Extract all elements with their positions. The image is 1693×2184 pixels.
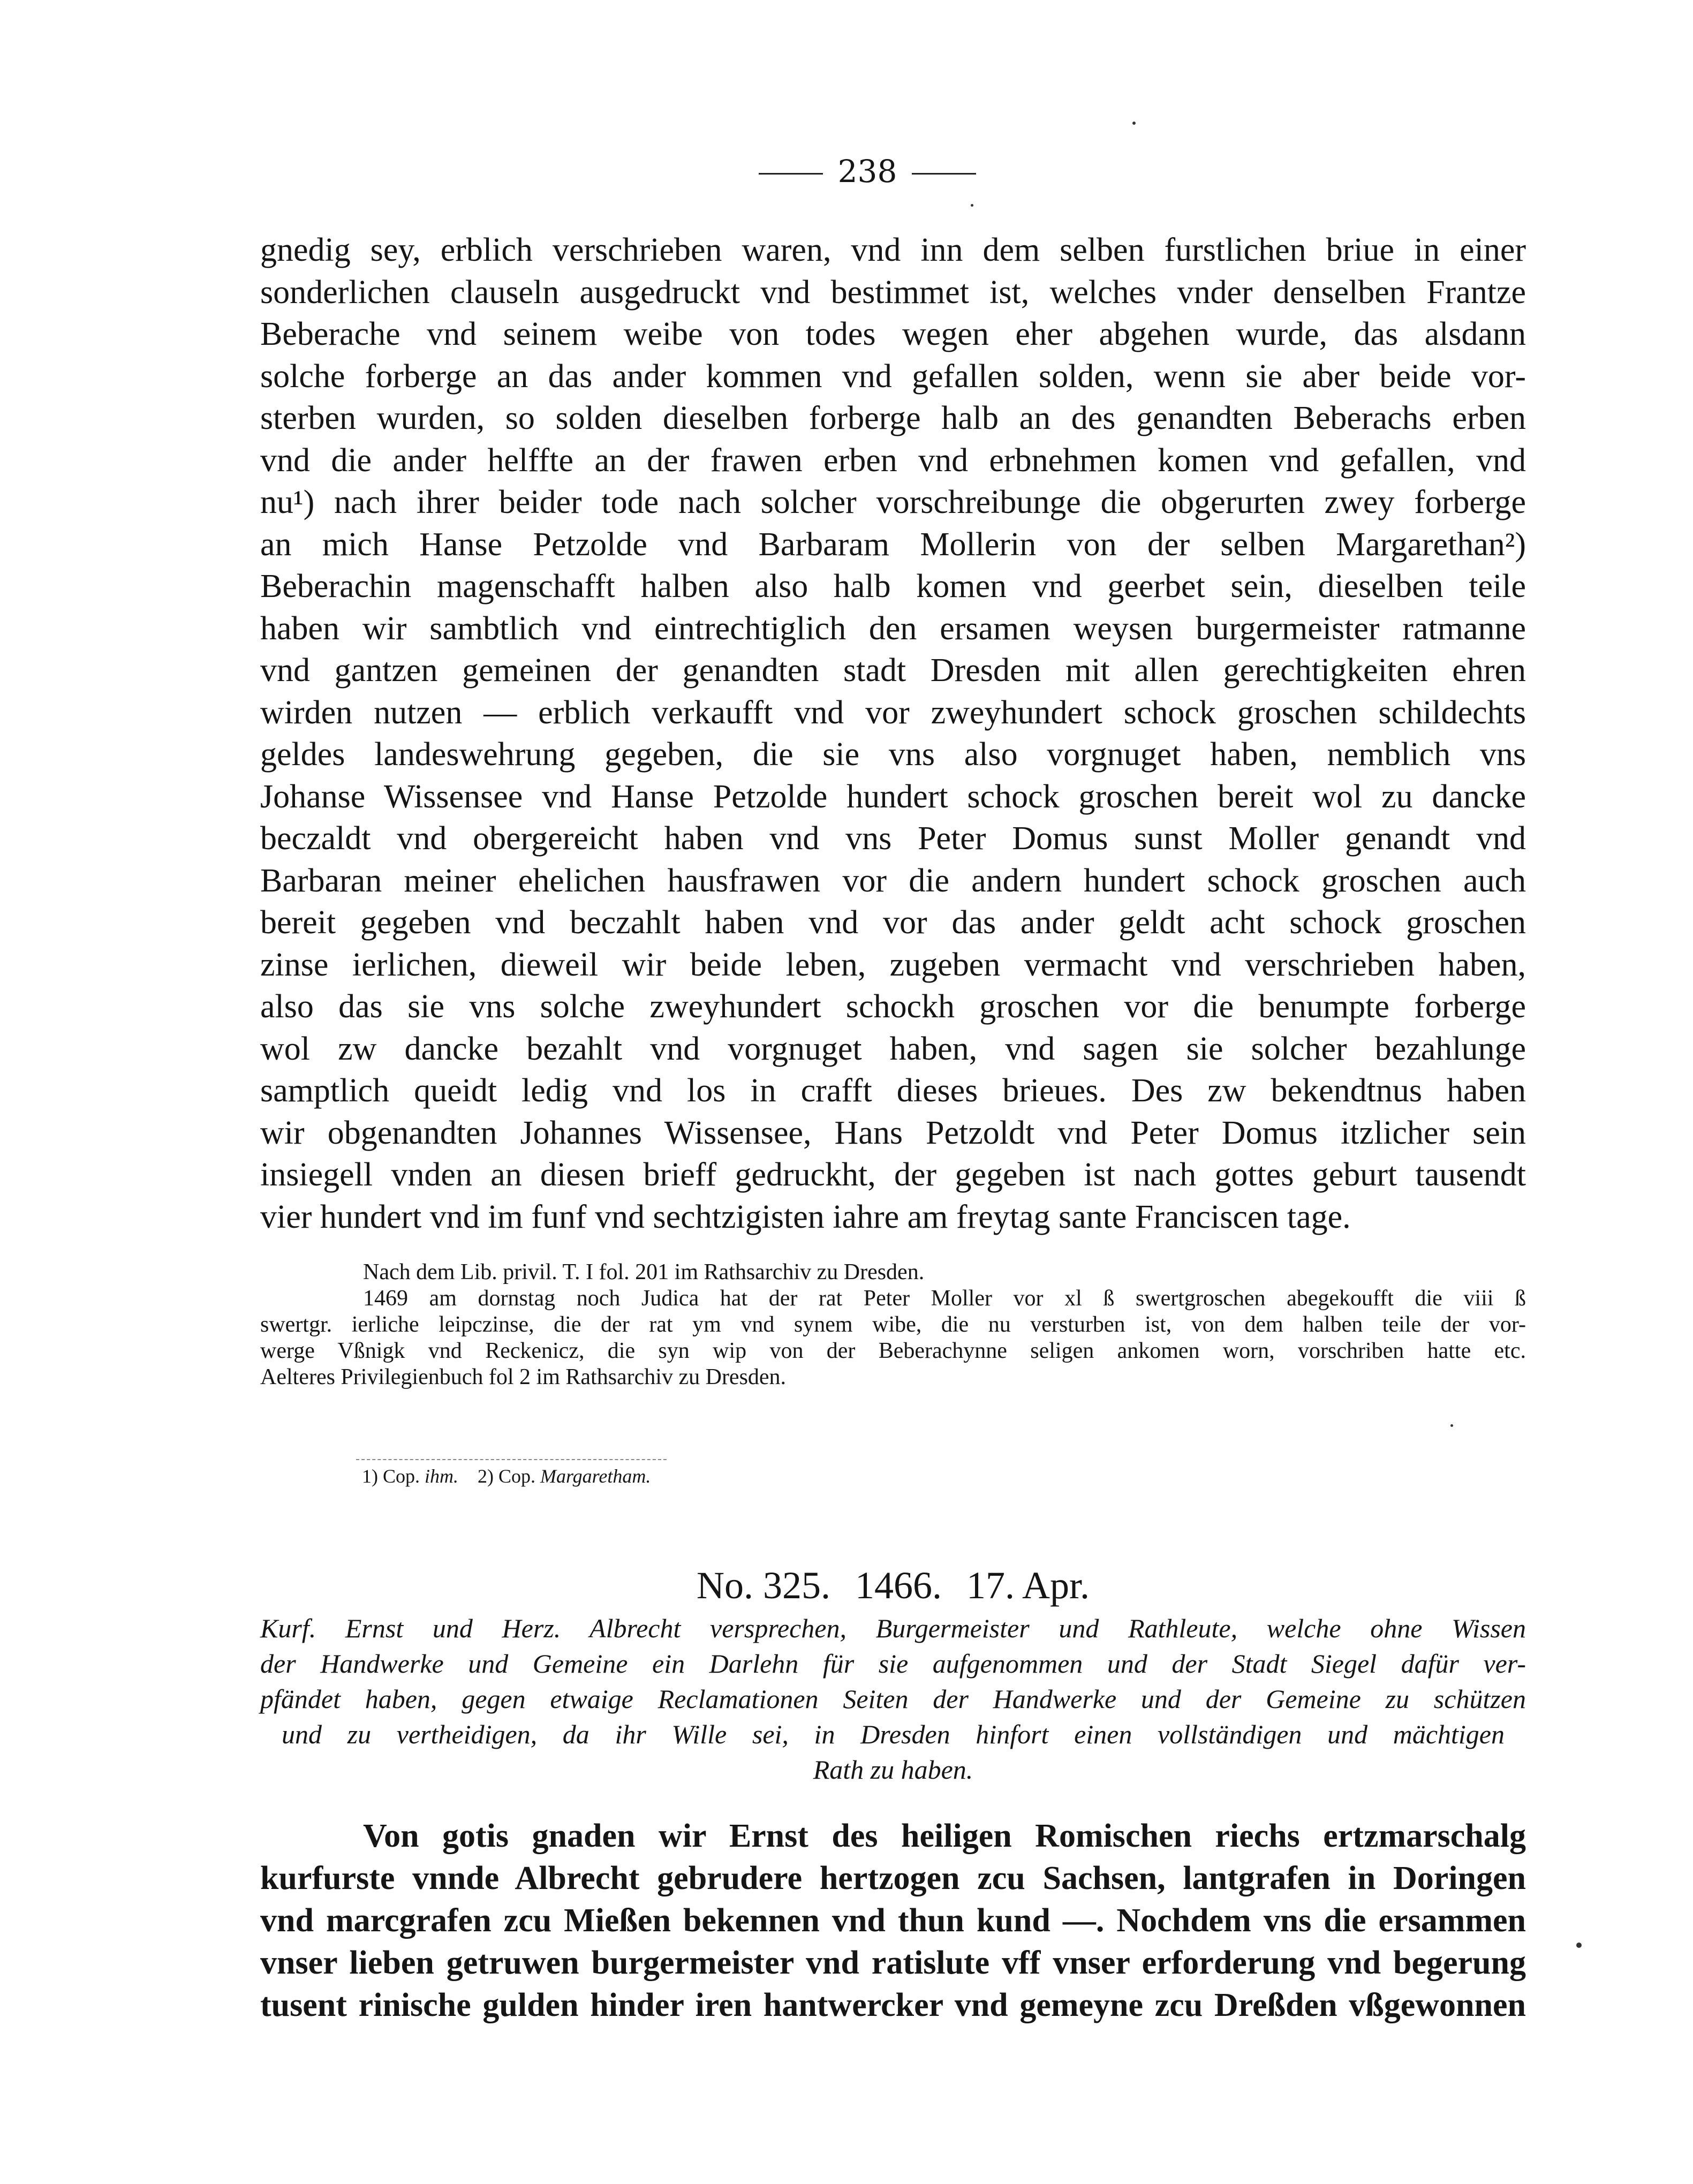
source-notes <box>260 1259 1526 1390</box>
charter-text <box>260 1815 1526 2027</box>
body-line: wirden nutzen — erblich verkaufft vnd vor zweyhundert schock groschen schildechts <box>260 694 1526 731</box>
body-line: wir obgenandten Johannes Wissensee, Hans Petzoldt vnd Peter Domus itzlicher sein <box>260 1114 1526 1151</box>
header-dash-right <box>912 173 976 175</box>
print-speck <box>971 204 973 207</box>
footnotes <box>362 1464 651 1488</box>
body-line: samptlich queidt ledig vnd los in crafft dieses brieues. Des zw bekendtnus haben <box>260 1072 1526 1109</box>
body-line: vier hundert vnd im funf vnd sechtzigisten iahre am freytag sante Franciscen tage. <box>260 1198 1351 1235</box>
body-line: zinse ierlichen, dieweil wir beide leben, zugeben vermacht vnd verschrieben haben, <box>260 946 1526 983</box>
header-dash-left <box>759 173 823 175</box>
charter-line: vnser lieben getruwen burgermeister vnd ratislute vff vnser erforderung vnd begerung <box>260 1945 1526 1981</box>
body-line: also das sie vns solche zweyhundert schockh groschen vor die benumpte forberge <box>260 988 1526 1025</box>
page-header <box>707 153 1028 190</box>
summary-line: und zu vertheidigen, da ihr Wille sei, in Dresden hinfort einen vollständigen und mächtigen <box>282 1719 1505 1749</box>
source-note-line: Nach dem Lib. privil. T. I fol. 201 im Rathsarchiv zu Dresden. <box>363 1260 925 1284</box>
body-line: beczaldt vnd obergereicht haben vnd vns Peter Domus sunst Moller genandt vnd <box>260 820 1526 857</box>
summary-line: pfändet haben, gegen etwaige Reclamationen Seiten der Handwerke und der Gemeine zu schützen <box>260 1684 1526 1714</box>
body-line: vnd die ander helffte an der frawen erben vnd erbnehmen komen vnd gefallen, vnd <box>260 442 1526 479</box>
charter-line: Von gotis gnaden wir Ernst des heiligen Romischen riechs ertzmarschalg <box>363 1818 1526 1854</box>
source-note-line: Aelteres Privilegienbuch fol 2 im Rathsarchiv zu Dresden. <box>260 1365 787 1389</box>
body-line: Beberache vnd seinem weibe von todes wegen eher abgehen wurde, das alsdann <box>260 316 1526 352</box>
body-line: Beberachin magenschafft halben also halb komen vnd geerbet sein, dieselben teile <box>260 568 1526 604</box>
document-date: 17. Apr. <box>966 1564 1090 1607</box>
source-note-line: swertgr. ierliche leipczinse, die der rat ym vnd synem wibe, die nu versturben ist, von dem halben teile der vor- <box>260 1312 1526 1337</box>
body-line: Barbaran meiner ehelichen hausfrawen vor die andern hundert schock groschen auch <box>260 862 1526 899</box>
source-note-line: werge Vßnigk vnd Reckenicz, die syn wip von der Beberachynne seligen ankomen worn, vorschriben hatte etc. <box>260 1339 1526 1363</box>
summary-line: Rath zu haben. <box>813 1755 973 1785</box>
document-year: 1466. <box>855 1564 942 1607</box>
body-line: an mich Hanse Petzolde vnd Barbaram Mollerin von der selben Margarethan²) <box>260 526 1526 563</box>
print-speck <box>1132 122 1136 125</box>
body-line: vnd gantzen gemeinen der genandten stadt Dresden mit allen gerechtigkeiten ehren <box>260 652 1526 689</box>
print-speck <box>1450 1424 1453 1427</box>
charter-line: kurfurste vnnde Albrecht gebrudere hertzogen zcu Sachsen, lantgrafen in Doringen <box>260 1860 1526 1896</box>
document-number: No. 325. <box>696 1564 830 1607</box>
footnote-1-label: 1) Cop. <box>362 1465 420 1487</box>
footnote-2-label: 2) Cop. <box>478 1465 535 1487</box>
print-speck <box>1576 1943 1582 1948</box>
charter-line: vnd marcgrafen zcu Mießen bekennen vnd thun kund —. Nochdem vns die ersammen <box>260 1902 1526 1939</box>
body-line: gnedig sey, erblich verschrieben waren, vnd inn dem selben furstlichen briue in einer <box>260 232 1526 268</box>
body-line: Johanse Wissensee vnd Hanse Petzolde hundert schock groschen bereit wol zu dancke <box>260 778 1526 815</box>
document-heading <box>260 1562 1526 1608</box>
body-line: haben wir sambtlich vnd eintrechtiglich den ersamen weysen burgermeister ratmanne <box>260 610 1526 647</box>
body-line: sonderlichen clauseln ausgedruckt vnd bestimmet ist, welches vnder denselben Frantze <box>260 274 1526 311</box>
body-line: wol zw dancke bezahlt vnd vorgnuget haben, vnd sagen sie solcher bezahlunge <box>260 1030 1526 1067</box>
body-line: bereit gegeben vnd beczahlt haben vnd vor das ander geldt acht schock groschen <box>260 904 1526 941</box>
footnote-separator <box>356 1459 667 1460</box>
charter-line: tusent rinische gulden hinder iren hantwercker vnd gemeyne zcu Dreßden vßgewonnen <box>260 1987 1526 2023</box>
body-line: sterben wurden, so solden dieselben forberge halb an des genandten Beberachs erben <box>260 400 1526 436</box>
footnote-1-text: ihm. <box>425 1465 458 1487</box>
body-line: nu¹) nach ihrer beider tode nach solcher vorschreibunge die obgerurten zwey forberge <box>260 484 1526 520</box>
body-line: geldes landeswehrung gegeben, die sie vns also vorgnuget haben, nemblich vns <box>260 736 1526 773</box>
summary-line: Kurf. Ernst und Herz. Albrecht versprechen, Burgermeister und Rathleute, welche ohne Wissen <box>260 1613 1526 1643</box>
body-line: insiegell vnden an diesen brieff gedruckht, der gegeben ist nach gottes geburt tausendt <box>260 1157 1526 1193</box>
document-summary <box>260 1611 1526 1787</box>
charter-text-continued <box>260 229 1526 1238</box>
source-note-line: 1469 am dornstag noch Judica hat der rat Peter Moller vor xl ß swertgroschen abegekoufft die viii ß <box>363 1286 1526 1311</box>
summary-line: der Handwerke und Gemeine ein Darlehn für sie aufgenommen und der Stadt Siegel dafür ver- <box>260 1649 1526 1679</box>
body-line: solche forberge an das ander kommen vnd gefallen solden, wenn sie aber beide vor- <box>260 358 1526 395</box>
footnote-2-text: Margaretham. <box>540 1465 651 1487</box>
page-number: 238 <box>837 153 897 190</box>
